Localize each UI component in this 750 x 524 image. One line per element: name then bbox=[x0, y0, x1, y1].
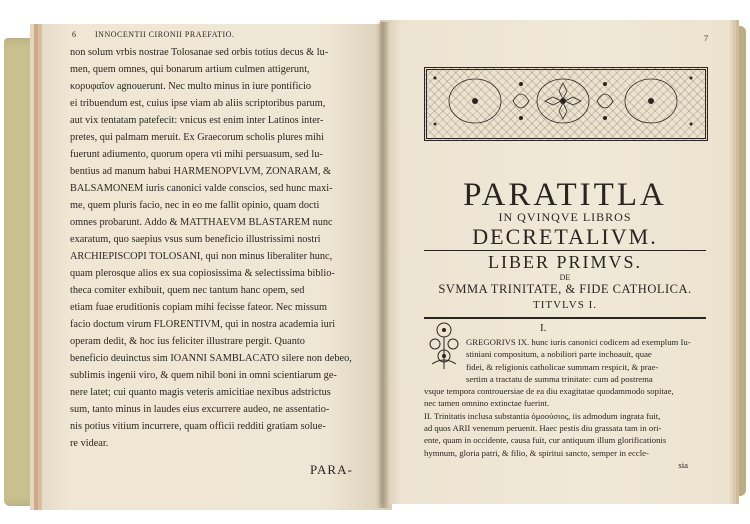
text-line: fidei, & religionis catholicae summam respicit, & prae- bbox=[466, 361, 659, 372]
text-line: ad quos ARII venenum peruenit. Haec pestis diu grassata tam in ori- bbox=[424, 423, 662, 434]
text-line: bentius ad manum habui HARMENOPVLVM, ZONARAM, & bbox=[70, 166, 332, 177]
text-line: etiam fuae eruditionis copiam mihi fecisse fateor. Nec missum bbox=[70, 302, 328, 313]
left-page-number: 6 bbox=[72, 30, 77, 39]
text-line: me, quem pluris facio, nec in eo me fallit opinio, quam docti bbox=[70, 200, 320, 211]
text-line: pretes, qui palmam meruit. Ex Graecorum scholis plures mihi bbox=[70, 132, 324, 143]
text-line: facio doctum virum FLORENTIVM, qui in nostra academia iuri bbox=[70, 319, 336, 330]
rule-line bbox=[424, 250, 706, 251]
text-line: sum, tanto minus in laudes eius excurrere audeo, ne assentatio- bbox=[70, 404, 330, 415]
subtitle-decretalium: DECRETALIVM. bbox=[472, 224, 658, 249]
right-page-number: 7 bbox=[704, 34, 708, 43]
de-heading: DE bbox=[559, 273, 571, 282]
text-line: non solum vrbis nostrae Tolosanae sed orbis totius decus & lu- bbox=[70, 47, 329, 58]
text-line: GREGORIVS IX. hunc iuris canonici codicem ad exemplum Iu- bbox=[466, 337, 691, 347]
running-head-text: INNOCENTII CIRONII PRAEFATIO. bbox=[95, 30, 235, 39]
text-line: exaratum, quo saepius vsus sum beneficio illustrissimi nostri bbox=[70, 234, 321, 245]
text-line: sia bbox=[678, 459, 688, 470]
text-line: nec tamen omnino extinctae fuerint. bbox=[424, 398, 550, 409]
summa-heading: SVMMA TRINITATE, & FIDE CATHOLICA. bbox=[438, 282, 692, 296]
text-line: κορυφαῖον agnouerunt. Nec multo minus in iure pontificio bbox=[70, 81, 312, 92]
text-line: operam dedit, & hoc ius feliciter illustrare pergit. Quanto bbox=[70, 336, 305, 347]
rule-line-heavy bbox=[424, 317, 706, 319]
text-line: sertim a tractatu de summa trinitate: cum ad postrema bbox=[466, 373, 653, 384]
text-line: omnes probarunt. Addo & MATTHAEVM BLASTAREM nunc bbox=[70, 217, 333, 228]
ornament-pattern bbox=[427, 70, 699, 132]
left-running-head bbox=[72, 30, 234, 39]
right-body-text bbox=[424, 336, 708, 471]
text-line: beneficio deuinctus sim IOANNI SAMBLACATO silere non debeo, bbox=[70, 353, 352, 364]
text-line: fuerunt adiumento, quorum opera vti mihi persuasum, sed lu- bbox=[70, 149, 323, 160]
text-line: nis potius vitium incurrere, quam officii redditi gratiam solue- bbox=[70, 421, 326, 432]
text-line: ente, quam in occidente, causa fuit, cur antiquum illum glorificationis bbox=[424, 435, 667, 446]
text-line: ei tribuendum est, cuius ipse viam ab aliis scriptoribus parum, bbox=[70, 98, 326, 109]
text-line: re videar. bbox=[70, 438, 109, 449]
text-line: II. Trinitatis inclusa substantia ὁμοούσιος, iis admodum ingrata fuit, bbox=[424, 410, 661, 421]
text-line: nere latet; cui quanto magis veteris amicitiae nexibus adstrictus bbox=[70, 387, 331, 398]
subtitle: IN QVINQVE LIBROS bbox=[498, 210, 632, 224]
book-gutter bbox=[376, 22, 390, 508]
text-line: quam plerosque alios ex sua copiosissima & selectissima biblio- bbox=[70, 268, 335, 279]
text-line: ARCHIEPISCOPI TOLOSANI, qui non minus liberaliter hunc, bbox=[70, 251, 333, 262]
liber-heading: LIBER PRIMVS. bbox=[487, 252, 643, 272]
left-body-text bbox=[70, 44, 370, 452]
headpiece-ornament bbox=[424, 67, 708, 141]
text-line: men, quem omnes, qui bonarum artium culmen attigerunt, bbox=[70, 64, 310, 75]
text-line: BALSAMONEM iuris canonici valde conscios, sed hunc maxi- bbox=[70, 183, 333, 194]
section-number: I. bbox=[540, 322, 547, 334]
main-title: PARATITLA bbox=[463, 177, 667, 213]
text-line: theca comiter exhibuit, quem nec tantum hanc opem, sed bbox=[70, 285, 305, 296]
text-line: aut vix tentatam patefecit: vnicus est enim inter Latinos inter- bbox=[70, 115, 324, 126]
text-line: vsque tempora controuersiae de ea diu exagitatae quodammodo sopitae, bbox=[424, 386, 674, 397]
titulus-heading: TITVLVS I. bbox=[533, 299, 597, 311]
catchword: PARA- bbox=[310, 462, 353, 477]
text-line: sublimis ingenii viro, & quem nihil boni in omni scientiarum ge- bbox=[70, 370, 337, 381]
text-line: hymnum, gloria patri, & filio, & spiritui sancto, semper in eccle- bbox=[424, 447, 649, 458]
text-line: stiniani compositum, a nobiliori parte inchoauit, quae bbox=[466, 349, 652, 360]
